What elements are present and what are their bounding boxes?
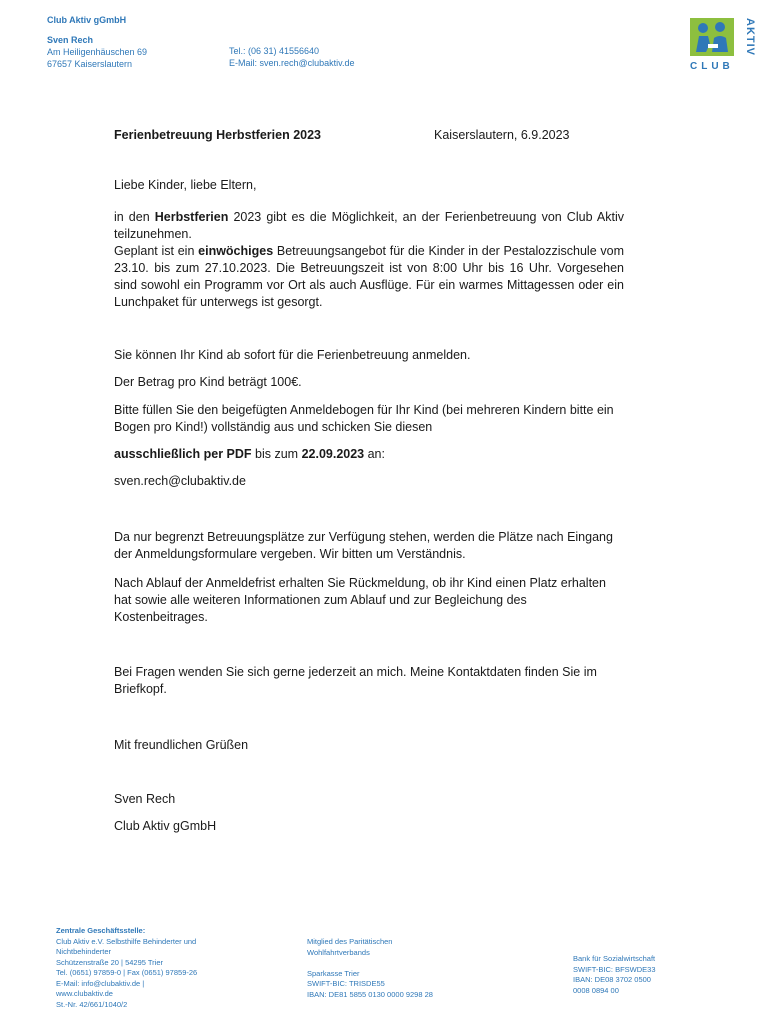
org-name: Club Aktiv gGmbH	[47, 15, 127, 25]
paragraph-questions: Bei Fragen wenden Sie sich gerne jederzeit an mich. Meine Kontaktdaten finden Sie im Briefkopf.	[114, 665, 597, 696]
svg-text:AKTIV: AKTIV	[744, 18, 756, 56]
contact-email: sven.rech@clubaktiv.de	[114, 474, 246, 488]
paragraph-intro: in den Herbstferien 2023 gibt es die Möglichkeit, an der Ferienbetreuung von Club Aktiv teilzunehmen. Geplant ist ein einwöchiges Betreuungsangebot für die Kinder in der Pestalozzischule vom 23.10. bis zum 27.10.2023. Die Betreuungszeit ist von 8:00 Uhr bis 16 Uhr. Vorgesehen sind sowohl ein Programm vor Ort als auch Ausflüge. Für ein warmes Mittagessen oder ein Lunchpaket für unterwegs ist gesorgt.	[114, 210, 624, 309]
closing: Mit freundlichen Grüßen	[114, 738, 249, 752]
paragraph-feedback: Nach Ablauf der Anmeldefrist erhalten Sie Rückmeldung, ob ihr Kind einen Platz erhalten hat sowie alle weiteren Informationen zum Ablauf und zur Begleichung des Kostenbeitrages.	[114, 576, 606, 624]
salutation: Liebe Kinder, liebe Eltern,	[114, 178, 257, 192]
signature-name: Sven Rech	[114, 792, 176, 806]
subject-row	[114, 128, 634, 142]
letterhead-left	[47, 14, 147, 70]
footer-membership-bank: Mitglied des Paritätischen Wohlfahrtverbands Sparkasse Trier SWIFT-BIC: TRISDE55 IBAN: DE81 5855 0130 0000 9298 28	[307, 937, 433, 999]
sender-street: Am Heiligenhäuschen 69	[47, 47, 148, 57]
sender-phone: Tel.: (06 31) 41556640	[229, 46, 320, 56]
logo-word-aktiv	[744, 18, 756, 56]
sender-city: 67657 Kaiserslautern	[47, 59, 133, 69]
paragraph-form: Bitte füllen Sie den beigefügten Anmeldebogen für Ihr Kind (bei mehreren Kindern bitte ein Bogen pro Kind!) vollständig aus und schicken Sie diesen	[114, 403, 614, 434]
letter-subject: Ferienbetreuung Herbstferien 2023	[114, 128, 322, 142]
letterhead-contact	[229, 45, 355, 69]
paragraph-registration: Sie können Ihr Kind ab sofort für die Ferienbetreuung anmelden.	[114, 348, 471, 362]
club-aktiv-logo	[686, 14, 756, 72]
paragraph-limited: Da nur begrenzt Betreuungsplätze zur Verfügung stehen, werden die Plätze nach Eingang der Anmeldungsformulare vergeben. Wir bitten um Verständnis.	[114, 530, 613, 561]
signature-org: Club Aktiv gGmbH	[114, 819, 217, 833]
paragraph-fee: Der Betrag pro Kind beträgt 100€.	[114, 375, 302, 389]
sender-email: E-Mail: sven.rech@clubaktiv.de	[229, 58, 355, 68]
footer-hq-title: Zentrale Geschäftsstelle:	[56, 926, 146, 935]
sender-name: Sven Rech	[47, 35, 94, 45]
paragraph-deadline: ausschließlich per PDF bis zum 22.09.2023 an:	[114, 447, 385, 461]
place-date: Kaiserslautern, 6.9.2023	[434, 128, 570, 142]
logo-word-club: CLUB	[690, 61, 734, 72]
footer-bank: Bank für Sozialwirtschaft SWIFT-BIC: BFSWDE33 IBAN: DE08 3702 0500 0008 0894 00	[573, 954, 656, 995]
footer-headquarters: Zentrale Geschäftsstelle: Club Aktiv e.V. Selbsthilfe Behinderter und Nichtbehinderter Schützenstraße 20 | 54295 Trier Tel. (0651) 97859-0 | Fax (0651) 97859-26 E-Mail: info@clubaktiv.de | www.clubaktiv.de St.-Nr. 42/661/1040/2	[56, 926, 198, 1009]
